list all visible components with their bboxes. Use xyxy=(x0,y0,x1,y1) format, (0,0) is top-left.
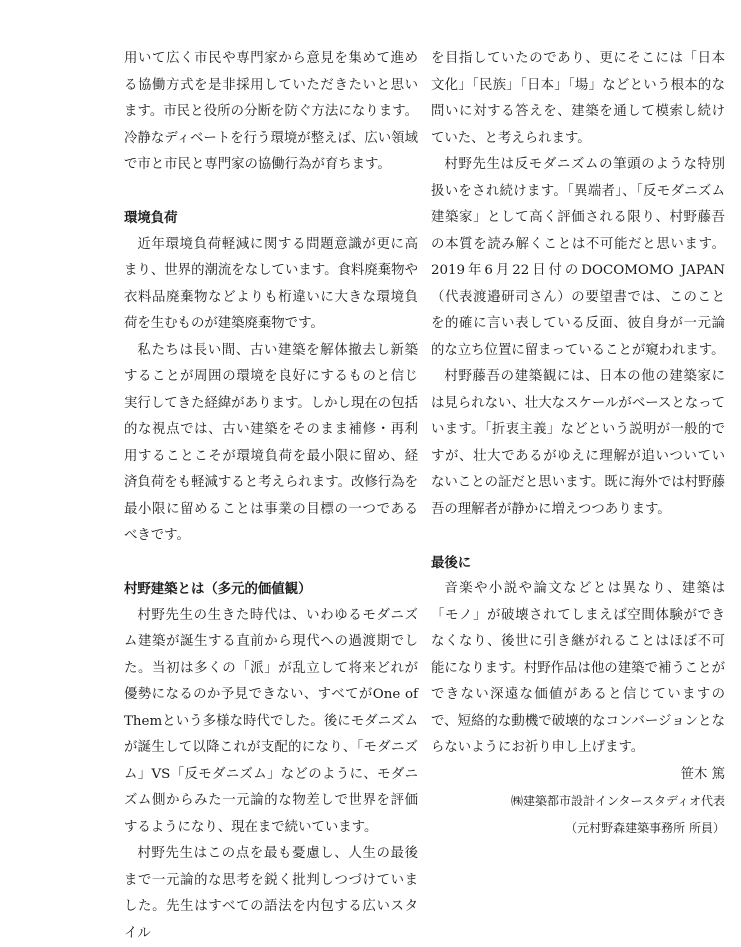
right-column xyxy=(431,46,725,841)
heading-environmental-load: 環境負荷 xyxy=(124,210,178,226)
left-paragraph-4: 村野先生の生きた時代は、いわゆるモダニズム建築が誕生する直前から現代への過渡期でした。当初は多くの「派」が乱立して将来どれが優勢になるのか予見できない、すべてがOne of Themという多様な時代でした。後にモダニズムが誕生して以降これが支配的になり、「モダニズム」VS「反モダニズム」などのように、モダニズム側からみた一元論的な物差しで世界を評価するようになり、現在まで続いています。 xyxy=(124,607,418,835)
signature-name: 笹木 篤 xyxy=(680,766,725,782)
right-paragraph-1: を目指していたのであり、更にそこには「日本文化」「民族」「日本」「場」などという根本的な問いに対する答えを、建築を通して模索し続けていた、と考えられます。 xyxy=(431,51,725,146)
right-paragraph-3: 村野藤吾の建築観には、日本の他の建築家には見られない、壮大なスケールがベースとなっています。「折衷主義」などという説明が一般的ですが、壮大であるがゆえに理解が追いついていないことの証だと思います。既に海外では村野藤吾の理解者が静かに増えつつあります。 xyxy=(431,369,725,517)
signature-former-affiliation: （元村野森建築事務所 所員） xyxy=(565,820,725,835)
left-paragraph-5: 村野先生はこの点を最も憂慮し、人生の最後まで一元論的な思考を鋭く批判しつづけていました。先生はすべての語法を内包する広いスタイル xyxy=(124,846,418,941)
left-paragraph-3: 私たちは長い間、古い建築を解体撤去し新築することが周囲の環境を良好にするものと信じ実行してきた経緯があります。しかし現在の包括的な視点では、古い建築をそのまま補修・再利用することこそが環境負荷を最小限に留め、経済負荷をも軽減すると考えられます。改修行為を最小限に留めることは事業の目標の一つであるべきです。 xyxy=(124,342,418,543)
left-column xyxy=(124,46,418,947)
left-paragraph-2: 近年環境負荷軽減に関する問題意識が更に高まり、世界的潮流をなしています。食料廃棄物や衣料品廃棄物などよりも桁違いに大きな環境負荷を生むものが建築廃棄物です。 xyxy=(124,236,418,331)
heading-finally: 最後に xyxy=(431,554,472,571)
right-paragraph-4: 音楽や小説や論文などとは異なり、建築は「モノ」が破壊されてしまえば空間体験ができなくなり、後世に引き継がれることはほぼ不可能になります。村野作品は他の建築で補うことができない深遠な価値があると信じていますので、短絡的な動機で破壊的なコンバージョンとならないようにお祈り申し上げます。 xyxy=(431,581,725,755)
heading-murano-architecture: 村野建築とは（多元的価値観） xyxy=(124,581,312,597)
left-paragraph-1: 用いて広く市民や専門家から意見を集めて進める協働方式を是非採用していただきたいと思います。市民と役所の分断を防ぐ方法になります。冷静なディベートを行う環境が整えば、広い領域で市と市民と専門家の協働行為が育ちます。 xyxy=(124,51,418,172)
right-paragraph-2: 村野先生は反モダニズムの筆頭のような特別扱いをされ続けます。「異端者」、「反モダニズム建築家」として高く評価される限り、村野藤吾の本質を読み解くことは不可能だと思います。2019年6月22日付のDOCOMOMO JAPAN（代表渡邉研司さん）の要望書では、このことを的確に言い表している反面、彼自身が一元論的な立ち位置に留まっていることが窺われます。 xyxy=(431,157,725,358)
signature-title: ㈱建築都市設計インタースタディオ代表 xyxy=(511,794,725,808)
